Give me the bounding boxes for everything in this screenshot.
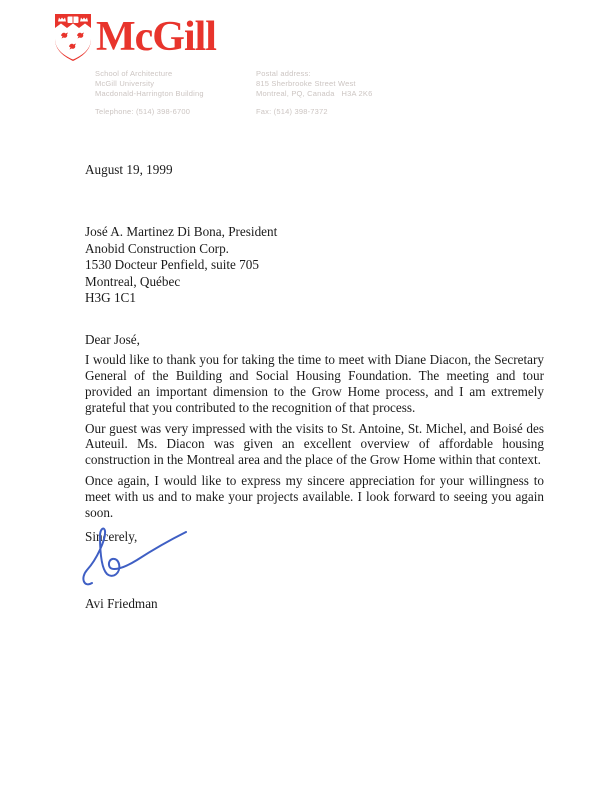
handwritten-signature xyxy=(78,523,193,595)
mcgill-wordmark: McGill xyxy=(96,14,216,60)
letterhead-telephone: Telephone: (514) 398-6700 xyxy=(95,107,191,116)
salutation: Dear José, xyxy=(85,332,140,347)
recipient-company: Anobid Construction Corp. xyxy=(85,240,229,256)
letterhead-department: School of Architecture xyxy=(95,69,173,78)
letterhead-postal-label: Postal address: xyxy=(256,69,311,78)
letterhead-city: Montreal, PQ, Canada H3A 2K6 xyxy=(256,89,373,98)
recipient-street: 1530 Docteur Penfield, suite 705 xyxy=(85,257,259,272)
letterhead-right-block xyxy=(256,69,372,117)
recipient-city: Montreal, Québec xyxy=(85,273,181,289)
signer-name: Avi Friedman xyxy=(85,596,158,611)
recipient-postal-code: H3G 1C1 xyxy=(85,290,136,305)
letter-body xyxy=(85,332,544,545)
paragraph-2: Our guest was very impressed with the visits to St. Antoine, St. Michel, and Boisé des Auteuil. Ms. Diacon was given an excellent overview of affordable housing construction in the Montreal area and the place of the Grow Home within that context. xyxy=(85,420,544,468)
paragraph-3: Once again, I would like to express my sincere appreciation for your willingness to meet with us and to make your projects available. I look forward to seeing you again soon. xyxy=(85,473,544,521)
mcgill-crest-icon xyxy=(53,13,93,63)
crown-right-icon xyxy=(80,18,88,22)
paragraph-1: I would like to thank you for taking the time to meet with Diane Diacon, the Secretary General of the Building and Social Housing Foundation. The meeting and tour provided an important dimension to the Grow Home process, and I am extremely grateful that you contributed to the recognition of that process. xyxy=(85,351,544,415)
letterhead-fax: Fax: (514) 398-7372 xyxy=(256,107,328,116)
closing: Sincerely, xyxy=(85,528,138,544)
letter-date: August 19, 1999 xyxy=(85,162,173,177)
letterhead-left-block xyxy=(95,69,204,117)
letterhead-building: Macdonald-Harrington Building xyxy=(95,89,204,98)
letterhead-street: 815 Sherbrooke Street West xyxy=(256,79,356,88)
letterhead-university: McGill University xyxy=(95,79,155,88)
recipient-address-block xyxy=(85,224,277,307)
recipient-name: José A. Martinez Di Bona, President xyxy=(85,224,278,239)
crown-left-icon xyxy=(58,18,66,22)
